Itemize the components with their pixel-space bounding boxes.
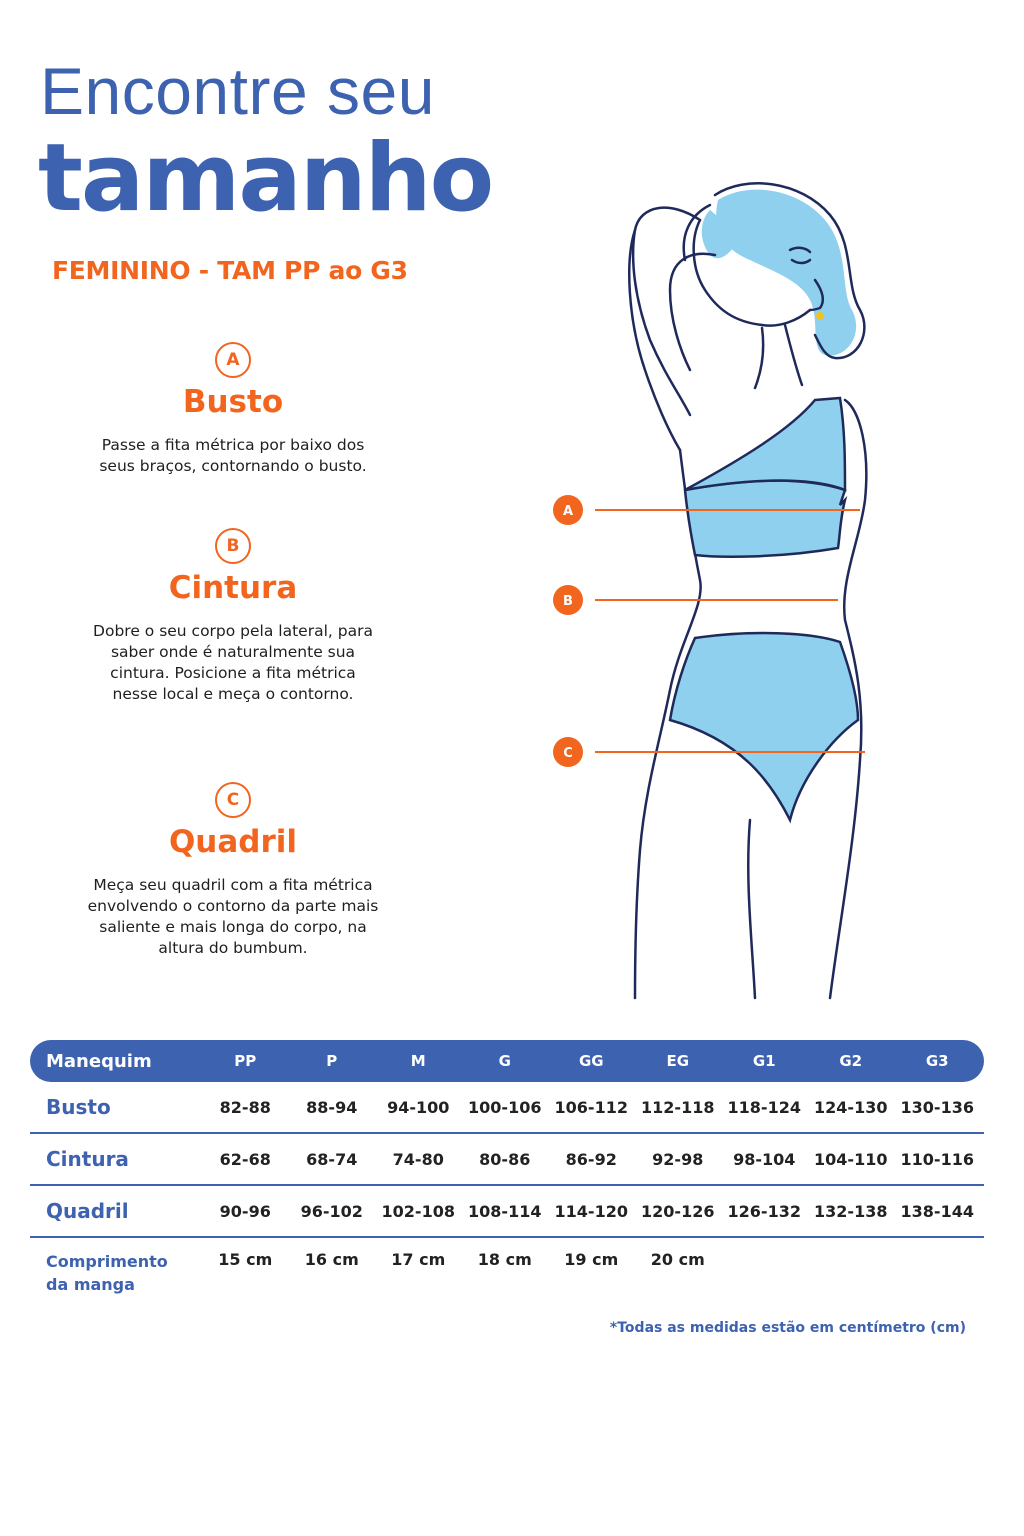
woman-figure-illustration [540, 160, 900, 1002]
title-line-2: tamanho [38, 124, 493, 233]
table-cell: 15 cm [218, 1250, 273, 1269]
size-col-header: G3 [925, 1052, 949, 1070]
size-table [30, 1040, 984, 1302]
table-cell: 110-116 [900, 1149, 974, 1169]
badge-c: C [215, 782, 251, 818]
subtitle: FEMININO - TAM PP ao G3 [52, 256, 408, 285]
size-col-header: G2 [839, 1052, 863, 1070]
table-cell: 130-136 [900, 1097, 974, 1117]
table-cell: 100-106 [468, 1097, 542, 1117]
marker-b-label: B [563, 594, 573, 609]
table-row-comprimento-manga [30, 1238, 984, 1302]
table-cell: 80-86 [479, 1149, 531, 1169]
table-cell: 92-98 [652, 1149, 704, 1169]
section-description: Meça seu quadril com a fita métrica envolvendo o contorno da parte mais saliente e mais longa do corpo, na altura do bumbum. [87, 876, 379, 957]
size-col-header: GG [578, 1052, 604, 1070]
marker-c [553, 737, 583, 767]
table-cell: 106-112 [554, 1097, 628, 1117]
table-cell: 19 cm [564, 1250, 619, 1269]
table-cell: 118-124 [727, 1097, 801, 1117]
table-cell: 90-96 [219, 1201, 271, 1221]
table-cell: 74-80 [392, 1149, 444, 1169]
section-cintura [60, 528, 406, 705]
table-cell: 126-132 [727, 1201, 801, 1221]
section-title: Quadril [168, 824, 298, 860]
badge-a: A [215, 342, 251, 378]
table-cell: 68-74 [306, 1149, 358, 1169]
table-cell: 102-108 [381, 1201, 455, 1221]
table-cell: 86-92 [565, 1149, 617, 1169]
table-cell: 132-138 [814, 1201, 888, 1221]
row-label: Quadril [46, 1199, 129, 1223]
badge-b: B [215, 528, 251, 564]
row-label: Cintura [46, 1147, 129, 1171]
section-description: Dobre o seu corpo pela lateral, para saber onde é naturalmente sua cintura. Posicione a fita métrica nesse local e meça o contorno. [93, 622, 373, 703]
row-label [30, 1250, 202, 1296]
title-line-1: Encontre seu [40, 54, 435, 128]
size-col-header: P [326, 1052, 338, 1070]
marker-a-label: A [562, 504, 574, 519]
section-busto [60, 342, 406, 477]
table-cell: 88-94 [306, 1097, 358, 1117]
table-cell: 138-144 [900, 1201, 974, 1221]
section-description: Passe a fita métrica por baixo dos seus braços, contornando o busto. [99, 436, 367, 476]
table-cell: 98-104 [733, 1149, 796, 1169]
table-cell: 112-118 [641, 1097, 715, 1117]
table-cell: 108-114 [468, 1201, 542, 1221]
table-cell: 104-110 [814, 1149, 888, 1169]
size-col-header: G1 [752, 1052, 776, 1070]
table-header [30, 1040, 984, 1082]
row-label: Busto [46, 1095, 111, 1119]
size-col-header: EG [666, 1052, 690, 1070]
marker-c-label: C [563, 746, 573, 761]
table-cell: 62-68 [219, 1149, 271, 1169]
marker-a [553, 495, 583, 525]
row-label-line-1: Comprimento [46, 1252, 168, 1271]
table-cell: 17 cm [391, 1250, 446, 1269]
size-col-header: PP [234, 1052, 257, 1070]
marker-b [553, 585, 583, 615]
section-title: Busto [182, 384, 284, 420]
table-cell: 124-130 [814, 1097, 888, 1117]
section-title: Cintura [168, 570, 298, 606]
table-cell: 16 cm [304, 1250, 359, 1269]
table-cell: 20 cm [650, 1250, 705, 1269]
section-quadril [60, 782, 406, 959]
table-row-cintura [30, 1134, 984, 1186]
table-row-busto [30, 1082, 984, 1134]
table-cell: 96-102 [300, 1201, 363, 1221]
header-label: Manequim [46, 1050, 152, 1072]
table-cell: 114-120 [554, 1201, 628, 1221]
table-cell: 120-126 [641, 1201, 715, 1221]
table-cell: 82-88 [219, 1097, 271, 1117]
footnote: *Todas as medidas estão em centímetro (cm) [609, 1320, 966, 1336]
row-label-line-2: da manga [46, 1275, 135, 1295]
table-cell: 94-100 [387, 1097, 450, 1117]
table-cell: 18 cm [477, 1250, 532, 1269]
size-col-header: G [498, 1052, 511, 1070]
size-col-header: M [410, 1052, 426, 1070]
table-row-quadril [30, 1186, 984, 1238]
